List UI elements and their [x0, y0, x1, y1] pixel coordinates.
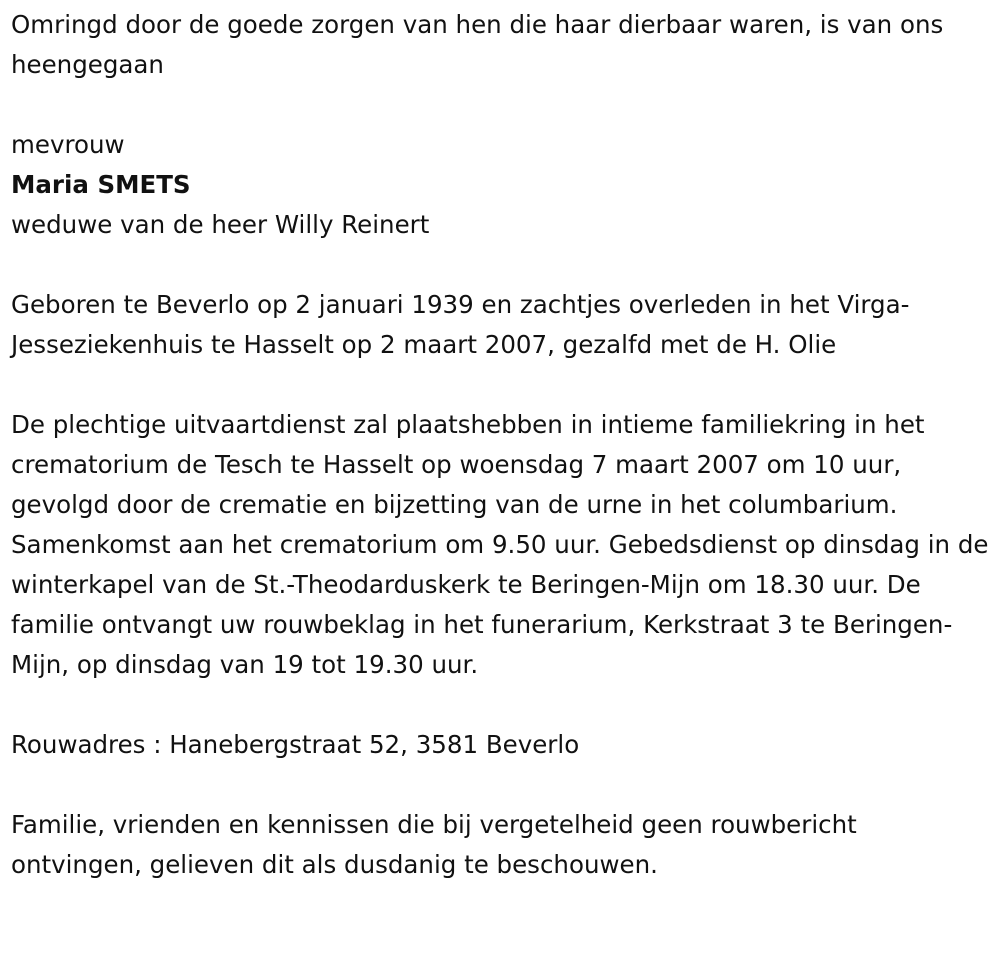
intro-text: Omringd door de goede zorgen van hen die haar dierbaar waren, is van ons heengegaan [11, 10, 944, 79]
mourning-address: Rouwadres : Hanebergstraat 52, 3581 Beverlo [11, 730, 580, 759]
deceased-name: Maria SMETS [11, 170, 191, 199]
closing-text: Familie, vrienden en kennissen die bij vergetelheid geen rouwbericht ontvingen, gelieven dit als dusdanig te beschouwen. [11, 810, 857, 879]
relation-text: weduwe van de heer Willy Reinert [11, 210, 430, 239]
service-text: De plechtige uitvaartdienst zal plaatshebben in intieme familiekring in het crematorium de Tesch te Hasselt op woensdag 7 maart 2007 om 10 uur, gevolgd door de crematie en bijzetting van de urne in het columbarium. Samenkomst aan het crematorium om 9.50 uur. Gebedsdienst op dinsdag in de winterkapel van de St.-Theodarduskerk te Beringen-Mijn om 18.30 uur. De familie ontvangt uw rouwbeklag in het funerarium, Kerkstraat 3 te Beringen-Mijn, op dinsdag van 19 tot 19.30 uur. [11, 410, 989, 679]
salutation: mevrouw [11, 130, 125, 159]
birth-death-text: Geboren te Beverlo op 2 januari 1939 en zachtjes overleden in het Virga-Jesseziekenhuis te Hasselt op 2 maart 2007, gezalfd met de H. Olie [11, 290, 910, 359]
